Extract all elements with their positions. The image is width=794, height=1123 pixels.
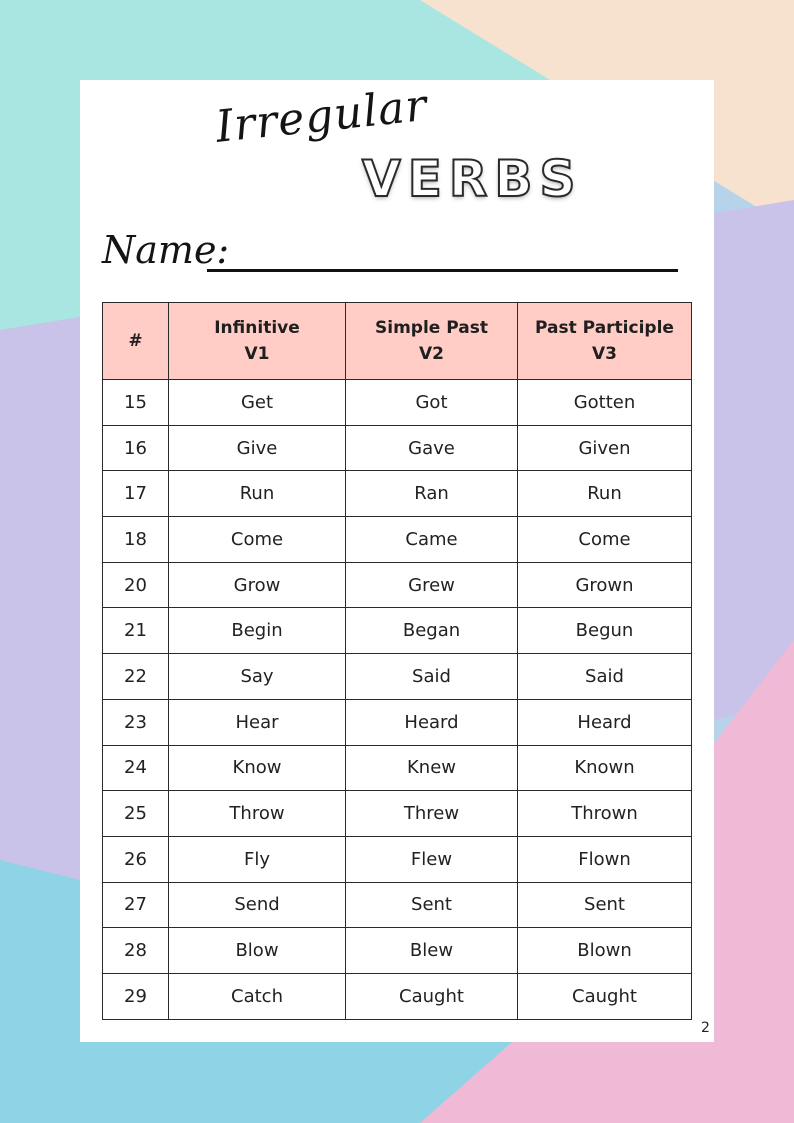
table-row [103,882,692,928]
row-number: 18 [103,517,169,563]
simple-past-cell: Heard [346,699,518,745]
table-row [103,973,692,1019]
simple-past-cell: Gave [346,425,518,471]
table-row [103,517,692,563]
infinitive-cell: Hear [169,699,346,745]
past-participle-cell: Thrown [518,791,692,837]
row-number: 21 [103,608,169,654]
row-number: 23 [103,699,169,745]
table-row [103,380,692,426]
simple-past-cell: Flew [346,836,518,882]
table-row [103,425,692,471]
title-script-word: Irregular [213,79,430,153]
simple-past-cell: Said [346,654,518,700]
infinitive-cell: Send [169,882,346,928]
table-header-row [103,303,692,380]
infinitive-cell: Get [169,380,346,426]
infinitive-cell: Blow [169,928,346,974]
infinitive-cell: Begin [169,608,346,654]
table-row [103,791,692,837]
past-participle-cell: Begun [518,608,692,654]
table-row [103,745,692,791]
past-participle-cell: Grown [518,562,692,608]
infinitive-cell: Come [169,517,346,563]
row-number: 26 [103,836,169,882]
past-participle-cell: Sent [518,882,692,928]
verbs-table [102,302,692,1020]
table-row [103,471,692,517]
header-infinitive: Infinitive V1 [169,303,346,380]
row-number: 28 [103,928,169,974]
simple-past-cell: Sent [346,882,518,928]
infinitive-cell: Say [169,654,346,700]
table-row [103,608,692,654]
infinitive-cell: Grow [169,562,346,608]
past-participle-cell: Blown [518,928,692,974]
row-number: 16 [103,425,169,471]
infinitive-cell: Know [169,745,346,791]
simple-past-cell: Knew [346,745,518,791]
infinitive-cell: Give [169,425,346,471]
past-participle-cell: Given [518,425,692,471]
worksheet-page [80,80,714,1042]
page-number: 2 [701,1020,710,1036]
simple-past-cell: Ran [346,471,518,517]
infinitive-cell: Run [169,471,346,517]
name-label: Name: [102,228,230,272]
row-number: 27 [103,882,169,928]
table-row [103,836,692,882]
past-participle-cell: Come [518,517,692,563]
row-number: 20 [103,562,169,608]
table-row [103,928,692,974]
past-participle-cell: Known [518,745,692,791]
past-participle-cell: Run [518,471,692,517]
simple-past-cell: Came [346,517,518,563]
header-number: # [103,303,169,380]
past-participle-cell: Heard [518,699,692,745]
row-number: 15 [103,380,169,426]
simple-past-cell: Threw [346,791,518,837]
past-participle-cell: Flown [518,836,692,882]
header-simple-past: Simple Past V2 [346,303,518,380]
header-past-participle: Past Participle V3 [518,303,692,380]
infinitive-cell: Fly [169,836,346,882]
simple-past-cell: Got [346,380,518,426]
title-block-word: VERBS [362,150,583,208]
infinitive-cell: Catch [169,973,346,1019]
row-number: 17 [103,471,169,517]
row-number: 22 [103,654,169,700]
simple-past-cell: Caught [346,973,518,1019]
simple-past-cell: Began [346,608,518,654]
row-number: 25 [103,791,169,837]
past-participle-cell: Said [518,654,692,700]
table-row [103,654,692,700]
table-row [103,699,692,745]
infinitive-cell: Throw [169,791,346,837]
past-participle-cell: Gotten [518,380,692,426]
name-write-line [207,269,678,272]
row-number: 24 [103,745,169,791]
past-participle-cell: Caught [518,973,692,1019]
row-number: 29 [103,973,169,1019]
table-row [103,562,692,608]
simple-past-cell: Grew [346,562,518,608]
simple-past-cell: Blew [346,928,518,974]
